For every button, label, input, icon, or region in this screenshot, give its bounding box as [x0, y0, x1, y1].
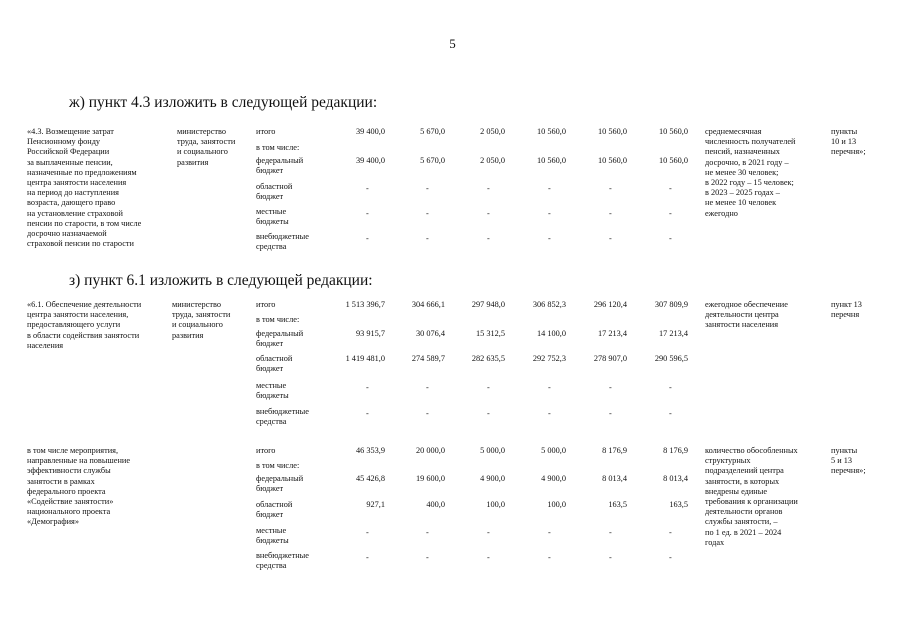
section-g-reference-line: пункты — [831, 127, 858, 136]
section-z-sub-indicator-line: занятости, в которых — [705, 476, 780, 486]
amount-cell: - — [366, 184, 369, 193]
row-label-line: итого — [256, 127, 276, 136]
row-label-line: внебюджетные — [256, 551, 309, 560]
row-label-line: областной — [256, 354, 293, 363]
amount-cell: 296 120,4 — [593, 300, 627, 309]
amount-cell: 39 400,0 — [355, 127, 385, 136]
row-label-line: бюджет — [256, 192, 284, 202]
section-z-title — [27, 300, 141, 351]
amount-cell: 1 513 396,7 — [345, 300, 385, 309]
amount-cell: 15 312,5 — [475, 329, 505, 338]
row-label-line: внебюджетные — [256, 407, 309, 416]
amount-cell: - — [426, 209, 429, 218]
section-g-title-line: за выплаченные пенсии, — [27, 157, 113, 167]
section-g-indicator-line: пенсий, назначенных — [705, 147, 780, 157]
amount-cell: - — [609, 553, 612, 562]
section-g-title-line: Пенсионному фонду — [27, 137, 101, 147]
amount-cell: - — [548, 409, 551, 418]
section-z-sub-title-line: «Содействие занятости» — [27, 497, 114, 507]
row-label-line: бюджет — [256, 339, 284, 349]
row-label-line: федеральный — [256, 474, 304, 483]
amount-cell: - — [366, 383, 369, 392]
amount-cell: - — [487, 553, 490, 562]
row-label — [256, 407, 309, 427]
section-g-title-line: «4.3. Возмещение затрат — [27, 127, 114, 136]
row-label-line: бюджет — [256, 510, 284, 520]
section-z-sub-reference-line: перечня»; — [831, 466, 866, 476]
row-label-line: бюджеты — [256, 217, 289, 227]
amount-cell: - — [487, 209, 490, 218]
section-g-executor-line: министерство — [177, 127, 227, 136]
section-z-reference-line: перечня — [831, 310, 860, 320]
row-label — [256, 381, 289, 401]
amount-cell: - — [366, 209, 369, 218]
section-z-indicator — [705, 300, 788, 331]
section-g-title-line: на период до наступления — [27, 188, 119, 198]
amount-cell: - — [487, 184, 490, 193]
section-g-reference-line: 10 и 13 — [831, 137, 857, 147]
section-g-title-line: центра занятости населения — [27, 178, 127, 188]
section-z-reference-line: пункт 13 — [831, 300, 862, 309]
section-z-sub-reference — [831, 446, 866, 477]
section-z-title-line: «6.1. Обеспечение деятельности — [27, 300, 142, 309]
amount-cell: 282 635,5 — [471, 354, 505, 363]
row-label-line: федеральный — [256, 329, 304, 338]
amount-cell: 2 050,0 — [480, 156, 505, 165]
amount-cell: - — [426, 528, 429, 537]
section-z-reference — [831, 300, 862, 320]
row-label — [256, 156, 303, 176]
amount-cell: 5 000,0 — [480, 446, 505, 455]
row-label-line: итого — [256, 300, 276, 309]
section-z-executor — [172, 300, 230, 341]
amount-cell: 290 596,5 — [654, 354, 688, 363]
amount-cell: 2 050,0 — [480, 127, 505, 136]
row-label-line: средства — [256, 242, 287, 252]
amount-cell: - — [548, 184, 551, 193]
row-label-line: итого — [256, 446, 276, 455]
section-z-sub-indicator-line: деятельности органов — [705, 507, 783, 517]
amount-cell: 30 076,4 — [415, 329, 445, 338]
amount-cell: 17 213,4 — [658, 329, 688, 338]
amount-cell: 8 176,9 — [602, 446, 627, 455]
row-label — [256, 300, 275, 310]
amount-cell: 100,0 — [486, 500, 505, 509]
row-label-line: средства — [256, 561, 287, 571]
amount-cell: - — [487, 409, 490, 418]
amount-cell: - — [669, 553, 672, 562]
amount-cell: 274 589,7 — [411, 354, 445, 363]
amount-cell: - — [669, 184, 672, 193]
section-g-title-line: Российской Федерации — [27, 147, 110, 157]
amount-cell: 5 670,0 — [420, 156, 445, 165]
row-label-line: средства — [256, 417, 287, 427]
section-z-sub-title-line: национального проекта — [27, 507, 111, 517]
row-label-line: областной — [256, 500, 293, 509]
row-label — [256, 315, 299, 325]
amount-cell: 292 752,3 — [532, 354, 566, 363]
section-g-executor-line: и социального — [177, 147, 228, 157]
row-label-line: в том числе: — [256, 315, 300, 324]
amount-cell: - — [609, 209, 612, 218]
amount-cell: - — [487, 383, 490, 392]
amount-cell: 20 000,0 — [415, 446, 445, 455]
section-g-indicator-line: в 2023 – 2025 годах – — [705, 188, 780, 198]
row-label — [256, 354, 292, 374]
amount-cell: 163,5 — [669, 500, 688, 509]
amount-cell: - — [669, 234, 672, 243]
row-label-line: федеральный — [256, 156, 304, 165]
amount-cell: 39 400,0 — [355, 156, 385, 165]
amount-cell: - — [609, 409, 612, 418]
amount-cell: - — [487, 528, 490, 537]
amount-cell: - — [548, 209, 551, 218]
amount-cell: - — [609, 234, 612, 243]
section-z-sub-title-line: федерального проекта — [27, 486, 106, 496]
row-label — [256, 232, 309, 252]
row-label-line: местные — [256, 207, 287, 216]
amount-cell: 400,0 — [426, 500, 445, 509]
amount-cell: 10 560,0 — [658, 127, 688, 136]
section-z-sub-indicator-line: структурных — [705, 456, 751, 466]
row-label-line: местные — [256, 526, 287, 535]
row-label — [256, 127, 275, 137]
amount-cell: 1 419 481,0 — [345, 354, 385, 363]
section-g-heading: ж) пункт 4.3 изложить в следующей редакции: — [69, 94, 378, 111]
section-g-title-line: страховой пенсии по старости — [27, 239, 134, 249]
section-g-indicator-line: среднемесячная — [705, 127, 762, 136]
row-label — [256, 446, 275, 456]
amount-cell: - — [426, 184, 429, 193]
row-label-line: бюджет — [256, 166, 284, 176]
amount-cell: 297 948,0 — [471, 300, 505, 309]
amount-cell: - — [487, 234, 490, 243]
section-z-executor-line: развития — [172, 330, 204, 340]
amount-cell: - — [609, 528, 612, 537]
amount-cell: 10 560,0 — [658, 156, 688, 165]
section-g-title — [27, 127, 141, 249]
amount-cell: 307 809,9 — [654, 300, 688, 309]
row-label-line: внебюджетные — [256, 232, 309, 241]
amount-cell: 10 560,0 — [597, 127, 627, 136]
section-z-sub-indicator — [705, 446, 798, 548]
section-z-sub-title-line: занятости в рамках — [27, 476, 95, 486]
row-label — [256, 500, 292, 520]
section-z-title-line: населения — [27, 340, 64, 350]
amount-cell: 163,5 — [608, 500, 627, 509]
section-z-sub-indicator-line: требования к организации — [705, 497, 798, 507]
section-z-sub-indicator-line: годах — [705, 537, 725, 547]
row-label — [256, 182, 292, 202]
row-label-line: областной — [256, 182, 293, 191]
amount-cell: 927,1 — [366, 500, 385, 509]
amount-cell: - — [548, 234, 551, 243]
section-g-title-line: досрочно назначаемой — [27, 229, 107, 239]
amount-cell: - — [426, 409, 429, 418]
amount-cell: 5 000,0 — [541, 446, 566, 455]
section-z-sub-indicator-line: службы занятости, – — [705, 517, 778, 527]
section-g-indicator-line: досрочно, в 2021 году – — [705, 157, 789, 167]
section-z-executor-line: труда, занятости — [172, 310, 231, 320]
row-label — [256, 143, 299, 153]
amount-cell: 10 560,0 — [597, 156, 627, 165]
section-g-title-line: пенсии по старости, в том числе — [27, 218, 142, 228]
amount-cell: - — [548, 553, 551, 562]
amount-cell: 19 600,0 — [415, 474, 445, 483]
amount-cell: 8 013,4 — [602, 474, 627, 483]
section-z-sub-reference-line: пункты — [831, 446, 858, 455]
section-z-sub-title-line: «Демография» — [27, 517, 80, 527]
section-z-title-line: в области содействия занятости — [27, 330, 140, 340]
amount-cell: - — [669, 209, 672, 218]
section-g-indicator — [705, 127, 796, 219]
amount-cell: - — [426, 553, 429, 562]
amount-cell: - — [366, 234, 369, 243]
section-g-indicator-line: ежегодно — [705, 208, 738, 218]
section-g-indicator-line: не менее 10 человек — [705, 198, 777, 208]
amount-cell: 278 907,0 — [593, 354, 627, 363]
section-z-sub-indicator-line: количество обособленных — [705, 446, 798, 455]
amount-cell: 93 915,7 — [355, 329, 385, 338]
section-g-indicator-line: численность получателей — [705, 137, 796, 147]
row-label-line: бюджеты — [256, 536, 289, 546]
amount-cell: - — [366, 553, 369, 562]
section-z-sub-title-line: эффективности службы — [27, 466, 111, 476]
amount-cell: 17 213,4 — [597, 329, 627, 338]
section-z-title-line: предоставляющего услуги — [27, 320, 121, 330]
section-z-indicator-line: деятельности центра — [705, 310, 779, 320]
row-label-line: местные — [256, 381, 287, 390]
section-g-executor-line: развития — [177, 157, 209, 167]
amount-cell: 5 670,0 — [420, 127, 445, 136]
section-g-reference — [831, 127, 866, 158]
amount-cell: - — [366, 528, 369, 537]
row-label-line: бюджеты — [256, 391, 289, 401]
row-label — [256, 526, 289, 546]
amount-cell: - — [426, 234, 429, 243]
section-z-indicator-line: ежегодное обеспечение — [705, 300, 788, 309]
amount-cell: - — [669, 528, 672, 537]
amount-cell: - — [366, 409, 369, 418]
section-z-executor-line: и социального — [172, 320, 223, 330]
amount-cell: 100,0 — [547, 500, 566, 509]
section-g-indicator-line: не менее 30 человек; — [705, 167, 779, 177]
amount-cell: 4 900,0 — [480, 474, 505, 483]
row-label — [256, 461, 299, 471]
section-z-executor-line: министерство — [172, 300, 222, 309]
section-z-indicator-line: занятости населения — [705, 320, 779, 330]
amount-cell: - — [609, 184, 612, 193]
page-number: 5 — [449, 36, 456, 51]
row-label — [256, 329, 303, 349]
row-label — [256, 474, 303, 494]
section-z-sub-indicator-line: по 1 ед. в 2021 – 2024 — [705, 527, 782, 537]
section-z-title-line: центра занятости населения, — [27, 310, 129, 320]
row-label-line: бюджет — [256, 364, 284, 374]
row-label-line: в том числе: — [256, 143, 300, 152]
amount-cell: 304 666,1 — [411, 300, 445, 309]
row-label-line: в том числе: — [256, 461, 300, 470]
amount-cell: 14 100,0 — [536, 329, 566, 338]
row-label-line: бюджет — [256, 484, 284, 494]
amount-cell: - — [426, 383, 429, 392]
section-z-sub-indicator-line: внедрены единые — [705, 486, 768, 496]
row-label — [256, 207, 289, 227]
section-g-executor — [177, 127, 235, 168]
amount-cell: - — [669, 409, 672, 418]
section-g-indicator-line: в 2022 году – 15 человек; — [705, 178, 794, 188]
section-z-sub-indicator-line: подразделений центра — [705, 466, 784, 476]
section-z-sub-title-line: направленные на повышение — [27, 456, 131, 466]
section-g-reference-line: перечня»; — [831, 147, 866, 157]
amount-cell: 45 426,8 — [355, 474, 385, 483]
amount-cell: - — [548, 528, 551, 537]
amount-cell: 4 900,0 — [541, 474, 566, 483]
section-z-sub-title — [27, 446, 130, 528]
amount-cell: 46 353,9 — [355, 446, 385, 455]
section-g-title-line: возраста, дающего право — [27, 198, 116, 208]
amount-cell: - — [609, 383, 612, 392]
amount-cell: - — [669, 383, 672, 392]
amount-cell: 8 176,9 — [663, 446, 688, 455]
section-z-sub-title-line: в том числе мероприятия, — [27, 446, 119, 455]
section-z-sub-reference-line: 5 и 13 — [831, 456, 853, 466]
section-g-title-line: на установление страховой — [27, 208, 123, 218]
row-label — [256, 551, 309, 571]
section-z-heading: з) пункт 6.1 изложить в следующей редакции: — [69, 272, 373, 289]
amount-cell: 8 013,4 — [663, 474, 688, 483]
section-g-title-line: назначенные по предложениям — [27, 167, 137, 177]
amount-cell: 10 560,0 — [536, 127, 566, 136]
amount-cell: - — [548, 383, 551, 392]
amount-cell: 10 560,0 — [536, 156, 566, 165]
amount-cell: 306 852,3 — [532, 300, 566, 309]
section-g-executor-line: труда, занятости — [177, 137, 236, 147]
